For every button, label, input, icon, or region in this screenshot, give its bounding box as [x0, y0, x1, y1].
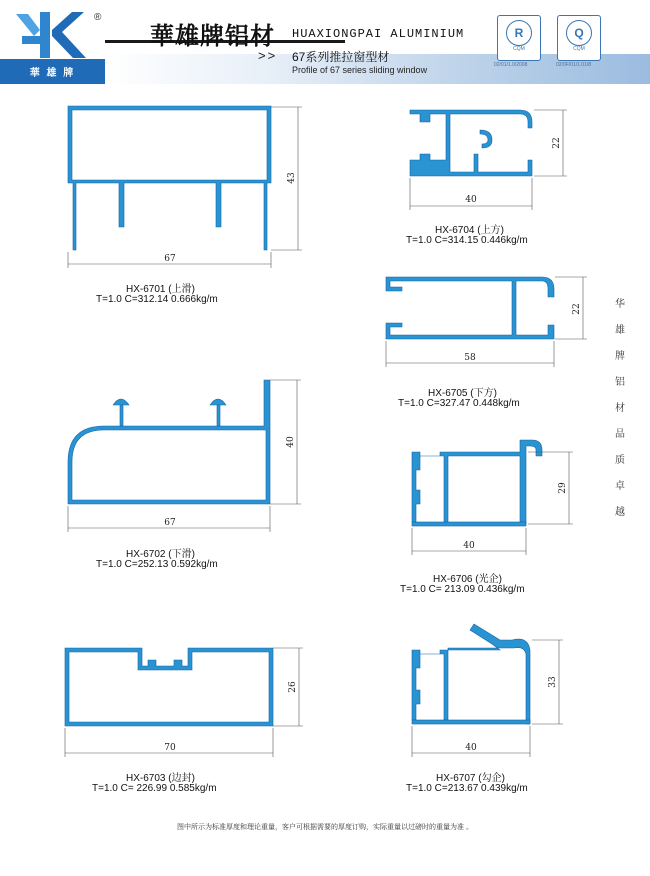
- dim-height: 29: [558, 482, 568, 494]
- dim-height: 40: [286, 436, 296, 448]
- profile-name: HX-6705 (下方): [428, 388, 497, 399]
- cert-q-icon: Q: [566, 20, 592, 46]
- arrows-mark: >>: [258, 48, 278, 63]
- profile-name: HX-6703 (边封): [126, 773, 195, 784]
- dim-width: 58: [464, 353, 476, 363]
- profile-name: HX-6702 (下滑): [126, 549, 195, 560]
- dim-width: 67: [164, 518, 176, 528]
- dim-width: 40: [465, 195, 477, 205]
- dim-width: 70: [164, 743, 176, 753]
- profile-spec: T=1.0 C= 213.09 0.436kg/m: [400, 584, 525, 595]
- page-subtitle-cn: 67系列推拉窗型材: [292, 50, 390, 64]
- profile-name: HX-6704 (上方): [435, 225, 504, 236]
- profile-hx-6704-drawing: [410, 110, 567, 210]
- dim-height: 33: [548, 676, 558, 688]
- profile-hx-6706-drawing: [412, 440, 573, 555]
- profile-hx-6705-drawing: [386, 277, 587, 367]
- page-title-cn: 華雄牌铝材: [150, 21, 275, 50]
- profile-spec: T=1.0 C=327.47 0.448kg/m: [398, 398, 520, 409]
- side-slogan-quality: 品质卓越: [615, 429, 625, 518]
- profile-hx-6701-drawing: [68, 106, 302, 268]
- profile-name: HX-6706 (光企): [433, 574, 502, 585]
- cert-r-icon: R: [506, 20, 532, 46]
- dim-height: 22: [552, 137, 562, 149]
- profile-name: HX-6707 (勾企): [436, 773, 505, 784]
- cert-text: CQM: [513, 46, 525, 52]
- profile-spec: T=1.0 C=252.13 0.592kg/m: [96, 559, 218, 570]
- profile-spec: T=1.0 C=312.14 0.666kg/m: [96, 294, 218, 305]
- dim-width: 67: [164, 254, 176, 264]
- profile-spec: T=1.0 C=213.67 0.439kg/m: [406, 783, 528, 794]
- profile-spec: T=1.0 C= 226.99 0.585kg/m: [92, 783, 217, 794]
- page-title-en: HUAXIONGPAI ALUMINIUM: [292, 27, 465, 41]
- page-subtitle-en: Profile of 67 series sliding window: [292, 65, 428, 75]
- dim-height: 22: [572, 303, 582, 315]
- dim-width: 40: [465, 743, 477, 753]
- dim-height: 26: [288, 681, 298, 693]
- profile-name: HX-6701 (上滑): [126, 284, 195, 295]
- profile-spec: T=1.0 C=314.15 0.446kg/m: [406, 235, 528, 246]
- cert-caption-1: 02/01/1.0/2008: [494, 62, 528, 68]
- logo-brand-text: 華 雄 牌: [29, 68, 76, 79]
- cert-caption-2: 02/0F/01/1.01/8: [556, 62, 592, 68]
- profile-hx-6702-drawing: [68, 380, 301, 532]
- dim-width: 40: [463, 541, 475, 551]
- registered-mark: ®: [94, 12, 102, 23]
- profile-hx-6707-drawing: [412, 624, 563, 757]
- profile-hx-6703-drawing: [65, 648, 303, 757]
- footer-note: 图中所示为标准厚度和理论重量，客户可根据需要的厚度订购，实际重量以过磅时的重量为准 。: [177, 824, 473, 831]
- side-slogan-brand: 华雄牌铝材: [615, 299, 625, 414]
- cert-text: CQM: [573, 46, 585, 52]
- dim-height: 43: [287, 172, 297, 184]
